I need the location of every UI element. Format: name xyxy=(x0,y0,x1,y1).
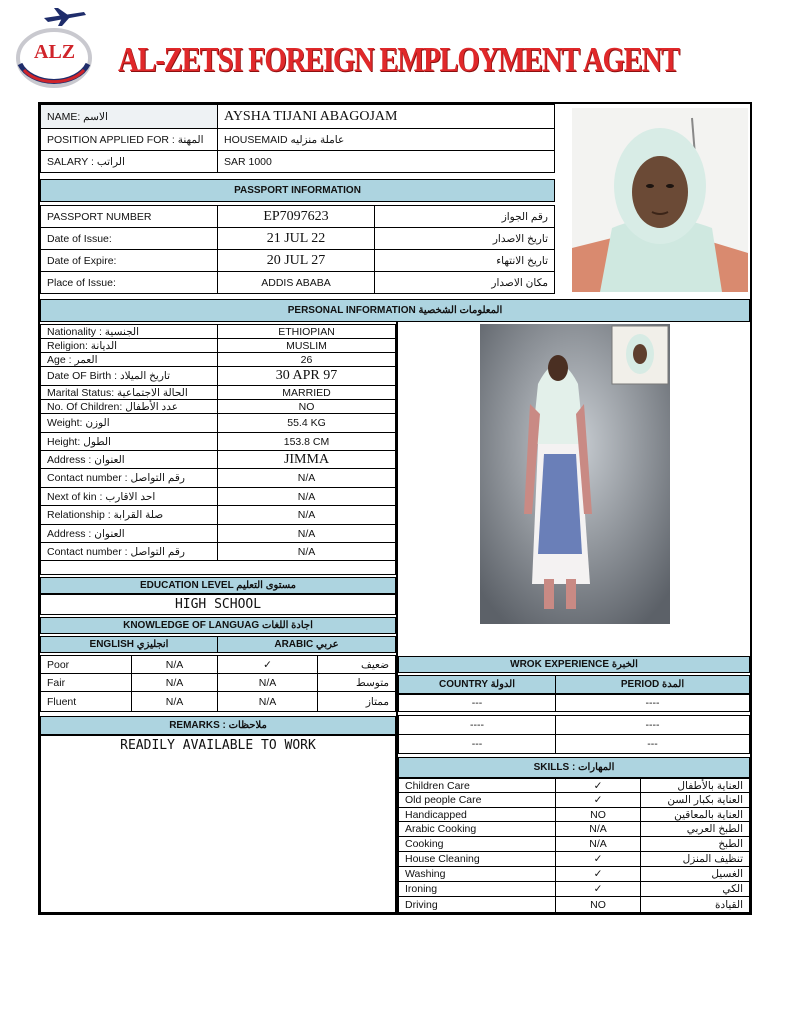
portrait-photo xyxy=(572,108,748,292)
kin-address-value: N/A xyxy=(217,524,396,543)
skill-cooking-arabic: الطبخ xyxy=(640,836,750,852)
remarks-value: READILY AVAILABLE TO WORK xyxy=(40,735,396,913)
lang-level-fluent: Fluent xyxy=(40,691,132,712)
english-fair-value: N/A xyxy=(131,673,218,692)
logo-letters: ALZ xyxy=(34,41,76,63)
skill-driving: Driving xyxy=(398,896,556,913)
relationship-value: N/A xyxy=(217,505,396,525)
experience-period-1: ---- xyxy=(555,694,750,712)
religion-value: MUSLIM xyxy=(217,338,396,353)
skill-driving-arabic: القيادة xyxy=(640,896,750,913)
issue-place-label: Place of Issue: xyxy=(40,271,218,294)
children-value: NO xyxy=(217,399,396,414)
age-value: 26 xyxy=(217,352,396,367)
passport-number-label: PASSPORT NUMBER xyxy=(40,205,218,228)
cv-frame xyxy=(38,102,752,915)
skill-children-care: Children Care xyxy=(398,778,556,793)
lang-level-fluent-arabic: ممتاز xyxy=(317,691,396,712)
airplane-icon xyxy=(44,8,86,26)
skill-old-people-care: Old people Care xyxy=(398,792,556,808)
weight-label: Weight: الوزن xyxy=(40,413,218,433)
skill-ironing-arabic: الكي xyxy=(640,881,750,897)
issue-date-label: Date of Issue: xyxy=(40,227,218,250)
experience-period-2: ---- xyxy=(555,715,750,735)
marital-value: MARRIED xyxy=(217,385,396,400)
skill-handicapped-arabic: العناية بالمعاقين xyxy=(640,807,750,822)
skills-header: SKILLS : المهارات xyxy=(398,757,750,778)
salary-label: SALARY : الراتب xyxy=(40,150,218,173)
full-body-photo xyxy=(480,324,670,624)
arabic-fair-value: N/A xyxy=(217,673,318,692)
skill-washing: Washing xyxy=(398,866,556,882)
children-label: No. Of Children: عدد الأطفال xyxy=(40,399,218,414)
experience-country-2: ---- xyxy=(398,715,556,735)
lang-level-poor-arabic: ضعيف xyxy=(317,655,396,674)
lang-level-fair-arabic: متوسط xyxy=(317,673,396,692)
skill-washing-value: ✓ xyxy=(555,866,641,882)
skill-cooking-value: N/A xyxy=(555,836,641,852)
spacer-row xyxy=(40,560,396,575)
arabic-poor-value: ✓ xyxy=(217,655,318,674)
period-header: PERIOD المدة xyxy=(555,675,750,694)
issue-place-value: ADDIS ABABA xyxy=(217,271,375,294)
experience-header: WROK EXPERIENCE الخبرة xyxy=(398,656,750,673)
agency-logo xyxy=(14,6,98,90)
next-of-kin-label: Next of kin : احد الاقارب xyxy=(40,487,218,506)
skill-cooking: Cooking xyxy=(398,836,556,852)
skill-handicapped: Handicapped xyxy=(398,807,556,822)
remarks-header: REMARKS : ملاحظات xyxy=(40,716,396,735)
address-label: Address : العنوان xyxy=(40,450,218,469)
skill-arabic-cooking: Arabic Cooking xyxy=(398,821,556,837)
dob-label: Date OF Birth : تاريخ الميلاد xyxy=(40,366,218,386)
languages-header: KNOWLEDGE OF LANGUAG اجادة اللغات xyxy=(40,617,396,634)
skill-washing-arabic: الغسيل xyxy=(640,866,750,882)
experience-country-1: --- xyxy=(398,694,556,712)
contact-value: N/A xyxy=(217,468,396,488)
skill-house-cleaning: House Cleaning xyxy=(398,851,556,867)
expire-date-value: 20 JUL 27 xyxy=(217,249,375,272)
name-label: NAME: الاسم xyxy=(40,104,218,129)
experience-period-3: --- xyxy=(555,734,750,754)
expire-date-label: Date of Expire: xyxy=(40,249,218,272)
lang-level-poor: Poor xyxy=(40,655,132,674)
skill-driving-value: NO xyxy=(555,896,641,913)
skill-children-care-arabic: العناية بالأطفال xyxy=(640,778,750,793)
skill-house-cleaning-arabic: تنظيف المنزل xyxy=(640,851,750,867)
skill-ironing: Ironing xyxy=(398,881,556,897)
age-label: Age : العمر xyxy=(40,352,218,367)
position-value: HOUSEMAID عاملة منزلیه xyxy=(217,128,555,151)
position-label: POSITION APPLIED FOR : المهنة xyxy=(40,128,218,151)
education-header: EDUCATION LEVEL مستوى التعليم xyxy=(40,577,396,594)
contact-label: Contact number : رقم التواصل xyxy=(40,468,218,488)
next-of-kin-value: N/A xyxy=(217,487,396,506)
passport-number-arabic: رقم الجواز xyxy=(374,205,555,228)
agency-name: AL-ZETSI FOREIGN EMPLOYMENT AGENT xyxy=(118,40,679,79)
skill-children-care-value: ✓ xyxy=(555,778,641,793)
skill-handicapped-value: NO xyxy=(555,807,641,822)
nationality-value: ETHIOPIAN xyxy=(217,324,396,339)
english-poor-value: N/A xyxy=(131,655,218,674)
kin-contact-label: Contact number : رقم التواصل xyxy=(40,542,218,561)
skill-old-people-care-arabic: العناية بكبار السن xyxy=(640,792,750,808)
weight-value: 55.4 KG xyxy=(217,413,396,433)
skill-arabic-cooking-value: N/A xyxy=(555,821,641,837)
issue-place-arabic: مكان الاصدار xyxy=(374,271,555,294)
skill-ironing-value: ✓ xyxy=(555,881,641,897)
column-divider xyxy=(396,322,398,913)
dob-value: 30 APR 97 xyxy=(217,366,396,386)
lang-level-fair: Fair xyxy=(40,673,132,692)
personal-info-header: PERSONAL INFORMATION المعلومات الشخصية xyxy=(40,299,750,322)
height-value: 153.8 CM xyxy=(217,432,396,451)
issue-date-value: 21 JUL 22 xyxy=(217,227,375,250)
passport-header: PASSPORT INFORMATION xyxy=(40,179,555,202)
kin-contact-value: N/A xyxy=(217,542,396,561)
salary-value: SAR 1000 xyxy=(217,150,555,173)
relationship-label: Relationship : صلة القرابة xyxy=(40,505,218,525)
skill-arabic-cooking-arabic: الطبخ العربي xyxy=(640,821,750,837)
name-value: AYSHA TIJANI ABAGOJAM xyxy=(217,104,555,129)
english-fluent-value: N/A xyxy=(131,691,218,712)
english-header: ENGLISH انجليزي xyxy=(40,636,218,653)
skill-old-people-care-value: ✓ xyxy=(555,792,641,808)
experience-country-3: --- xyxy=(398,734,556,754)
passport-number-value: EP7097623 xyxy=(217,205,375,228)
expire-date-arabic: تاريخ الانتهاء xyxy=(374,249,555,272)
arabic-fluent-value: N/A xyxy=(217,691,318,712)
religion-label: Religion: الديانة xyxy=(40,338,218,353)
country-header: COUNTRY الدولة xyxy=(398,675,556,694)
height-label: Height: الطول xyxy=(40,432,218,451)
nationality-label: Nationality : الجنسية xyxy=(40,324,218,339)
issue-date-arabic: تاريخ الاصدار xyxy=(374,227,555,250)
education-value: HIGH SCHOOL xyxy=(40,594,396,615)
arabic-header: ARABIC عربي xyxy=(217,636,396,653)
skill-house-cleaning-value: ✓ xyxy=(555,851,641,867)
address-value: JIMMA xyxy=(217,450,396,469)
kin-address-label: Address : العنوان xyxy=(40,524,218,543)
marital-label: Marital Status: الحالة الاجتماعية xyxy=(40,385,218,400)
